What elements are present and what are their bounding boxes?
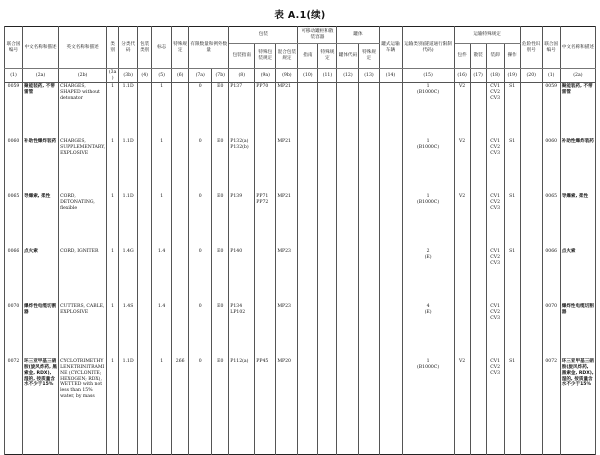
table-body: [5, 83, 596, 455]
loading-code: CV1: [490, 194, 501, 200]
column-number: (1): [5, 69, 23, 83]
header-packing-instructions: 包装指南: [229, 44, 255, 69]
tank-special-cell: [359, 138, 379, 193]
un-no-cell: 0059: [5, 83, 23, 139]
column-number: (1): [542, 69, 560, 83]
vehicle-cell: [379, 193, 402, 248]
special-packing-cell: [255, 248, 276, 303]
en-name-cell: CUTTERS, CABLE, EXPLOSIVE: [59, 303, 107, 358]
header-packaging: 包装: [229, 27, 298, 44]
header-loading: 装卸: [486, 44, 504, 69]
transport-category-value: 1: [426, 194, 430, 200]
excepted-quantity-cell: E0: [212, 248, 229, 303]
carriage-operation-cell: S1: [504, 358, 520, 455]
transport-category-cell: [402, 193, 454, 248]
column-number: (2a): [23, 69, 59, 83]
header-carriage-special: 运输特殊规定: [454, 27, 520, 44]
mixed-packing-cell: MP21: [276, 83, 298, 139]
tunnel-code-value: (B1000C): [416, 200, 440, 206]
carriage-operation-cell: S1: [504, 193, 520, 248]
un-no-2-cell: 0070: [542, 303, 560, 358]
column-number: (4): [138, 69, 152, 83]
carriage-bulk-cell: [470, 358, 486, 455]
loading-code: CV1: [490, 139, 501, 145]
carriage-operation-cell: S1: [504, 138, 520, 193]
carriage-bulk-cell: [470, 303, 486, 358]
packing-instruction-cell: P140: [229, 248, 255, 303]
cn-name-cell: 导爆索, 柔性: [23, 193, 59, 248]
loading-code: CV1: [490, 249, 501, 255]
special-packing-cell: PP45: [255, 358, 276, 455]
class-cell: 1: [107, 83, 119, 139]
packing-instruction-cell: P137: [229, 83, 255, 139]
header-mixed-packing: 混合包装规定: [276, 44, 298, 69]
loading-code: CV2: [490, 365, 501, 371]
pt-instruction-cell: [298, 83, 318, 139]
un-no-2-cell: 0065: [542, 193, 560, 248]
header-cn-name-2: 中文名称和描述: [560, 27, 595, 69]
label-cell: 1: [152, 358, 172, 455]
loading-code: CV2: [490, 255, 501, 261]
loading-code: CV3: [490, 315, 501, 321]
special-provision-cell: [172, 303, 189, 358]
special-provision-cell: [172, 248, 189, 303]
cn-name-2-cell: 爆炸性电缆切割器: [560, 303, 595, 358]
pt-instruction-cell: [298, 193, 318, 248]
loading-code: CV1: [490, 359, 501, 365]
cn-name-2-cell: 点火索: [560, 248, 595, 303]
un-no-cell: 0066: [5, 248, 23, 303]
special-packing-cell: [255, 138, 276, 193]
limited-quantity-cell: 0: [189, 358, 212, 455]
un-no-cell: 0070: [5, 303, 23, 358]
packing-instruction-cell: P134 LP102: [229, 303, 255, 358]
pt-special-cell: [318, 193, 337, 248]
table-row: [5, 83, 596, 139]
limited-quantity-cell: 0: [189, 248, 212, 303]
pt-special-cell: [318, 358, 337, 455]
packing-group-cell: [138, 83, 152, 139]
excepted-quantity-cell: E0: [212, 83, 229, 139]
transport-category-cell: [402, 138, 454, 193]
carriage-loading-cell: [486, 83, 504, 139]
carriage-operation-cell: S1: [504, 248, 520, 303]
column-number: (16): [454, 69, 470, 83]
tunnel-code-value: (B1000C): [416, 365, 440, 371]
carriage-bulk-cell: [470, 248, 486, 303]
carriage-packages-cell: V2: [454, 138, 470, 193]
header-special-packing: 特殊包装规定: [255, 44, 276, 69]
excepted-quantity-cell: E0: [212, 303, 229, 358]
header-pt-special: 特殊规定: [318, 44, 337, 69]
vehicle-cell: [379, 358, 402, 455]
carriage-bulk-cell: [470, 83, 486, 139]
class-cell: 1: [107, 193, 119, 248]
hazard-id-cell: [520, 193, 542, 248]
transport-category-value: 1: [426, 84, 430, 90]
loading-code: CV2: [490, 200, 501, 206]
transport-category-cell: [402, 248, 454, 303]
pt-special-cell: [318, 303, 337, 358]
cn-name-cell: 补助性爆炸装药: [23, 138, 59, 193]
un-no-cell: 0065: [5, 193, 23, 248]
special-packing-cell: PP70: [255, 83, 276, 139]
tank-code-cell: [337, 83, 359, 139]
loading-code: CV3: [490, 95, 501, 101]
table-row: [5, 303, 596, 358]
cn-name-2-cell: 环三亚甲基三硝胺(旋风炸药, 黑索金, RDX), 湿的, 按质量含水不少于15%: [560, 358, 595, 455]
column-number: (10): [298, 69, 318, 83]
mixed-packing-cell: MP23: [276, 248, 298, 303]
column-number: (14): [379, 69, 402, 83]
header-tank-special: 特殊规定: [359, 44, 379, 69]
tank-special-cell: [359, 303, 379, 358]
transport-category-value: 2: [426, 249, 430, 255]
pt-special-cell: [318, 83, 337, 139]
hazard-id-cell: [520, 138, 542, 193]
carriage-packages-cell: [454, 303, 470, 358]
header-operation: 操作: [504, 44, 520, 69]
hazard-id-cell: [520, 248, 542, 303]
header-en-name: 英文名称和描述: [59, 27, 107, 69]
column-number: (7b): [212, 69, 229, 83]
vehicle-cell: [379, 83, 402, 139]
class-cell: 1: [107, 358, 119, 455]
column-number: (11): [318, 69, 337, 83]
header-packing-group: 包装类别: [138, 27, 152, 69]
class-code-cell: 1.4G: [119, 248, 138, 303]
column-number: (2b): [59, 69, 107, 83]
label-cell: 1.4: [152, 303, 172, 358]
loading-code: CV3: [490, 205, 501, 211]
limited-quantity-cell: 0: [189, 138, 212, 193]
packing-group-cell: [138, 193, 152, 248]
special-packing-cell: [255, 303, 276, 358]
en-name-cell: CYCLOTRIMETHYLENETRINITRAMINE (CYCLONITE; HEXOGEN; RDX), WETTED with not less than 15% water, by mass: [59, 358, 107, 455]
loading-code: CV3: [490, 150, 501, 156]
cn-name-cell: 爆炸性电缆切割器: [23, 303, 59, 358]
cn-name-2-cell: 补助性爆炸装药: [560, 138, 595, 193]
pt-instruction-cell: [298, 358, 318, 455]
vehicle-cell: [379, 303, 402, 358]
tank-code-cell: [337, 358, 359, 455]
dangerous-goods-table: [4, 26, 596, 455]
header-tanks: 罐体: [337, 27, 379, 44]
column-number: (3b): [119, 69, 138, 83]
class-code-cell: 1.4S: [119, 303, 138, 358]
excepted-quantity-cell: E0: [212, 138, 229, 193]
loading-code: CV3: [490, 370, 501, 376]
class-code-cell: 1.1D: [119, 138, 138, 193]
transport-category-cell: [402, 83, 454, 139]
header-packages: 包件: [454, 44, 470, 69]
carriage-packages-cell: V2: [454, 193, 470, 248]
cn-name-2-cell: 导爆索, 柔性: [560, 193, 595, 248]
cn-name-cell: 点火索: [23, 248, 59, 303]
tank-special-cell: [359, 358, 379, 455]
table-row: [5, 358, 596, 455]
column-number: (20): [520, 69, 542, 83]
column-number: (8): [229, 69, 255, 83]
mixed-packing-cell: MP21: [276, 193, 298, 248]
excepted-quantity-cell: E0: [212, 193, 229, 248]
class-code-cell: 1.1D: [119, 358, 138, 455]
un-no-cell: 0072: [5, 358, 23, 455]
header-portable-tanks: 可移动罐柜和散装容器: [298, 27, 337, 44]
tunnel-code-value: (B1000C): [416, 90, 440, 96]
carriage-packages-cell: V2: [454, 358, 470, 455]
pt-instruction-cell: [298, 303, 318, 358]
packing-group-cell: [138, 248, 152, 303]
packing-instruction-cell: P112(a): [229, 358, 255, 455]
column-number: (6): [172, 69, 189, 83]
pt-special-cell: [318, 248, 337, 303]
header-vehicle: 罐式运输车辆: [379, 27, 402, 69]
column-number: (13): [359, 69, 379, 83]
carriage-loading-cell: [486, 358, 504, 455]
column-number: (9a): [255, 69, 276, 83]
column-number: (7a): [189, 69, 212, 83]
un-no-2-cell: 0060: [542, 138, 560, 193]
en-name-cell: CORD, DETONATING, flexible: [59, 193, 107, 248]
tank-code-cell: [337, 248, 359, 303]
header-un-no-2: 联合国编号: [542, 27, 560, 69]
carriage-bulk-cell: [470, 193, 486, 248]
loading-code: CV1: [490, 304, 501, 310]
limited-quantity-cell: 0: [189, 193, 212, 248]
hazard-id-cell: [520, 303, 542, 358]
table-row: [5, 248, 596, 303]
limited-quantity-cell: 0: [189, 303, 212, 358]
cn-name-cell: 环三亚甲基三硝胺(旋风炸药, 黑索金, RDX), 湿的, 按质量含水不少于15%: [23, 358, 59, 455]
carriage-loading-cell: [486, 248, 504, 303]
cn-name-cell: 聚能装药, 不带雷管: [23, 83, 59, 139]
column-number: (9b): [276, 69, 298, 83]
label-cell: 1.4: [152, 248, 172, 303]
transport-category-value: 1: [426, 359, 430, 365]
header-labels: 标志: [152, 27, 172, 69]
carriage-packages-cell: V2: [454, 83, 470, 139]
limited-quantity-cell: 0: [189, 83, 212, 139]
header-hazard-id: 危险性识别号: [520, 27, 542, 69]
tunnel-code-value: (B1000C): [416, 145, 440, 151]
un-no-2-cell: 0059: [542, 83, 560, 139]
carriage-operation-cell: S1: [504, 83, 520, 139]
special-provision-cell: 266: [172, 358, 189, 455]
header-class: 类别: [107, 27, 119, 69]
loading-code: CV2: [490, 145, 501, 151]
en-name-cell: CHARGES, SUPPLEMENTARY, EXPLOSIVE: [59, 138, 107, 193]
pt-special-cell: [318, 138, 337, 193]
special-provision-cell: [172, 193, 189, 248]
special-provision-cell: [172, 83, 189, 139]
class-code-cell: 1.1D: [119, 83, 138, 139]
tunnel-code-value: (E): [424, 310, 432, 316]
column-number: (15): [402, 69, 454, 83]
header-special-provisions: 特殊规定: [172, 27, 189, 69]
tunnel-code-value: (E): [424, 255, 432, 261]
hazard-id-cell: [520, 83, 542, 139]
tank-code-cell: [337, 303, 359, 358]
carriage-loading-cell: [486, 193, 504, 248]
hazard-id-cell: [520, 358, 542, 455]
carriage-packages-cell: [454, 248, 470, 303]
header-bulk: 散装: [470, 44, 486, 69]
pt-instruction-cell: [298, 248, 318, 303]
header-un-no: 联合国编号: [5, 27, 23, 69]
class-code-cell: 1.1D: [119, 193, 138, 248]
mixed-packing-cell: MP20: [276, 358, 298, 455]
column-number-row: [5, 69, 596, 83]
packing-group-cell: [138, 303, 152, 358]
label-cell: 1: [152, 138, 172, 193]
header-cn-name: 中文名称和描述: [23, 27, 59, 69]
carriage-loading-cell: [486, 303, 504, 358]
transport-category-cell: [402, 358, 454, 455]
header-limited-excepted: 有限数量和例外数量: [189, 27, 229, 69]
table-row: [5, 138, 596, 193]
packing-group-cell: [138, 138, 152, 193]
vehicle-cell: [379, 248, 402, 303]
un-no-cell: 0060: [5, 138, 23, 193]
vehicle-cell: [379, 138, 402, 193]
loading-code: CV2: [490, 310, 501, 316]
column-number: (12): [337, 69, 359, 83]
excepted-quantity-cell: E0: [212, 358, 229, 455]
carriage-operation-cell: [504, 303, 520, 358]
column-number: (17): [470, 69, 486, 83]
tank-special-cell: [359, 248, 379, 303]
table-row: [5, 193, 596, 248]
transport-category-cell: [402, 303, 454, 358]
transport-category-value: 1: [426, 139, 430, 145]
tank-code-cell: [337, 193, 359, 248]
label-cell: 1: [152, 83, 172, 139]
special-packing-cell: PP71 PP72: [255, 193, 276, 248]
column-number: (18): [486, 69, 504, 83]
en-name-cell: CORD, IGNITER: [59, 248, 107, 303]
class-cell: 1: [107, 248, 119, 303]
un-no-2-cell: 0066: [542, 248, 560, 303]
packing-instruction-cell: P139: [229, 193, 255, 248]
tank-special-cell: [359, 193, 379, 248]
header-class-code: 分类代码: [119, 27, 138, 69]
tank-code-cell: [337, 138, 359, 193]
class-cell: 1: [107, 138, 119, 193]
column-number: (5): [152, 69, 172, 83]
packing-instruction-cell: P132(a) P132(b): [229, 138, 255, 193]
table-caption: 表 A.1(续): [274, 10, 326, 21]
un-no-2-cell: 0072: [542, 358, 560, 455]
transport-category-value: 4: [426, 304, 430, 310]
mixed-packing-cell: MP23: [276, 303, 298, 358]
packing-group-cell: [138, 358, 152, 455]
carriage-loading-cell: [486, 138, 504, 193]
special-provision-cell: [172, 138, 189, 193]
pt-instruction-cell: [298, 138, 318, 193]
column-number: (19): [504, 69, 520, 83]
column-number: (3a): [107, 69, 119, 83]
loading-code: CV3: [490, 260, 501, 266]
header-transport-category: 运输类别(隧道通行限制代码): [402, 27, 454, 69]
header-pt-instructions: 指南: [298, 44, 318, 69]
en-name-cell: CHARGES, SHAPED without detonator: [59, 83, 107, 139]
tank-special-cell: [359, 83, 379, 139]
cn-name-2-cell: 聚能装药, 不带雷管: [560, 83, 595, 139]
loading-code: CV1: [490, 84, 501, 90]
label-cell: 1: [152, 193, 172, 248]
class-cell: 1: [107, 303, 119, 358]
header-tank-code: 罐体代码: [337, 44, 359, 69]
carriage-bulk-cell: [470, 138, 486, 193]
column-number: (2a): [560, 69, 595, 83]
loading-code: CV2: [490, 90, 501, 96]
mixed-packing-cell: MP21: [276, 138, 298, 193]
